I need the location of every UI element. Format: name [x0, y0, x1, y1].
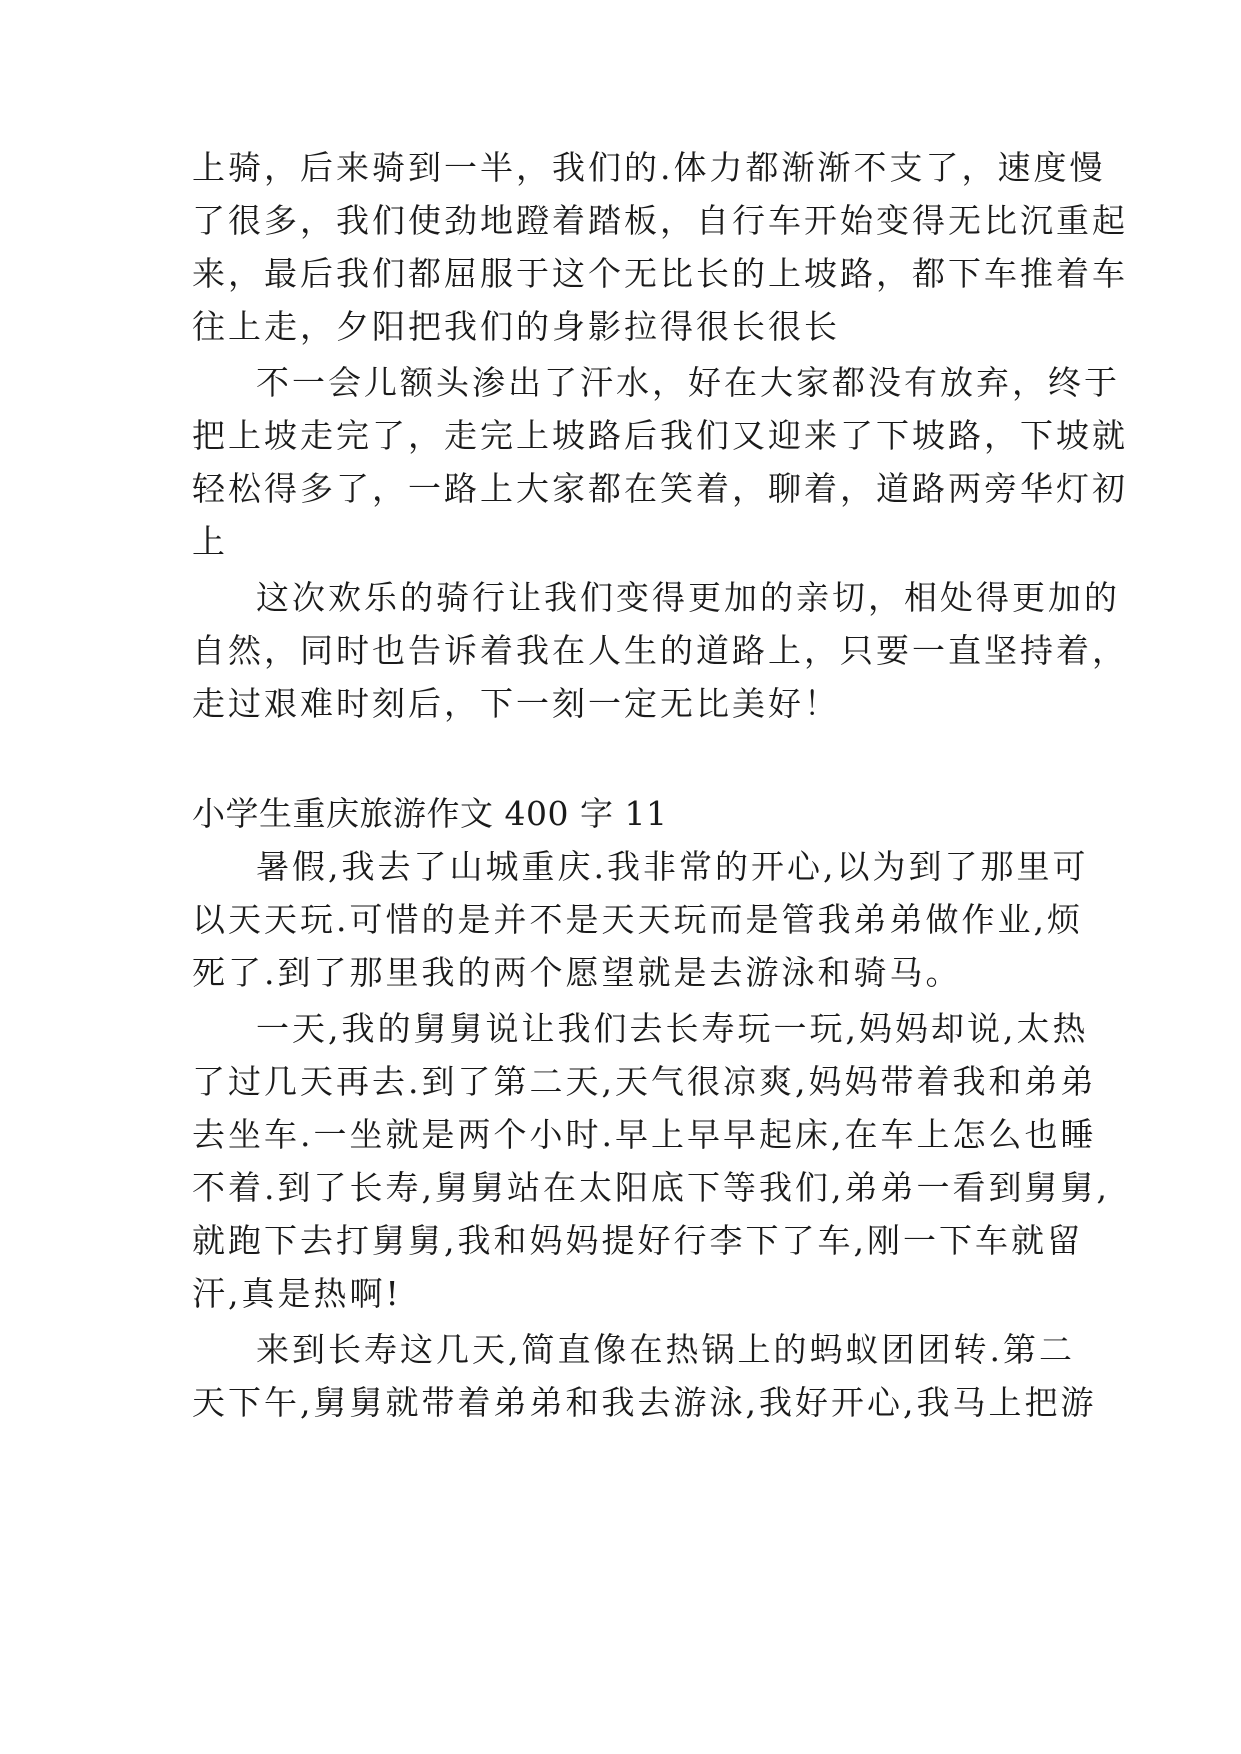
text-line: 轻松得多了，一路上大家都在笑着，聊着，道路两旁华灯初 [192, 469, 1128, 508]
paragraph-start-line: 来到长寿这几天,简直像在热锅上的蚂蚁团团转.第二 [256, 1330, 1075, 1369]
section-heading: 小学生重庆旅游作文 400 字 11 [192, 794, 668, 833]
paragraph-start-line: 暑假,我去了山城重庆.我非常的开心,以为到了那里可 [256, 847, 1089, 886]
text-line: 走过艰难时刻后，下一刻一定无比美好！ [192, 684, 840, 723]
paragraph-start-line: 这次欢乐的骑行让我们变得更加的亲切，相处得更加的 [256, 578, 1120, 617]
text-line: 上骑，后来骑到一半，我们的.体力都渐渐不支了，速度慢 [192, 148, 1106, 187]
text-line: 了过几天再去.到了第二天,天气很凉爽,妈妈带着我和弟弟 [192, 1062, 1097, 1101]
paragraph-start-line: 不一会儿额头渗出了汗水，好在大家都没有放弃，终于 [256, 363, 1120, 402]
text-line: 就跑下去打舅舅,我和妈妈提好行李下了车,刚一下车就留 [192, 1221, 1083, 1260]
text-line: 上 [192, 522, 228, 561]
text-line: 死了.到了那里我的两个愿望就是去游泳和骑马。 [192, 953, 962, 992]
text-line: 以天天玩.可惜的是并不是天天玩而是管我弟弟做作业,烦 [192, 900, 1083, 939]
text-line: 天下午,舅舅就带着弟弟和我去游泳,我好开心,我马上把游 [192, 1383, 1097, 1422]
text-line: 把上坡走完了，走完上坡路后我们又迎来了下坡路，下坡就 [192, 416, 1128, 455]
paragraph-start-line: 一天,我的舅舅说让我们去长寿玩一玩,妈妈却说,太热 [256, 1009, 1089, 1048]
text-line: 自然，同时也告诉着我在人生的道路上，只要一直坚持着， [192, 631, 1128, 670]
text-line: 往上走，夕阳把我们的身影拉得很长很长 [192, 307, 840, 346]
text-line: 去坐车.一坐就是两个小时.早上早早起床,在车上怎么也睡 [192, 1115, 1097, 1154]
text-line: 不着.到了长寿,舅舅站在太阳底下等我们,弟弟一看到舅舅, [192, 1168, 1110, 1207]
text-line: 汗,真是热啊! [192, 1274, 402, 1313]
text-line: 了很多，我们使劲地蹬着踏板，自行车开始变得无比沉重起 [192, 201, 1128, 240]
text-line: 来，最后我们都屈服于这个无比长的上坡路，都下车推着车 [192, 254, 1128, 293]
